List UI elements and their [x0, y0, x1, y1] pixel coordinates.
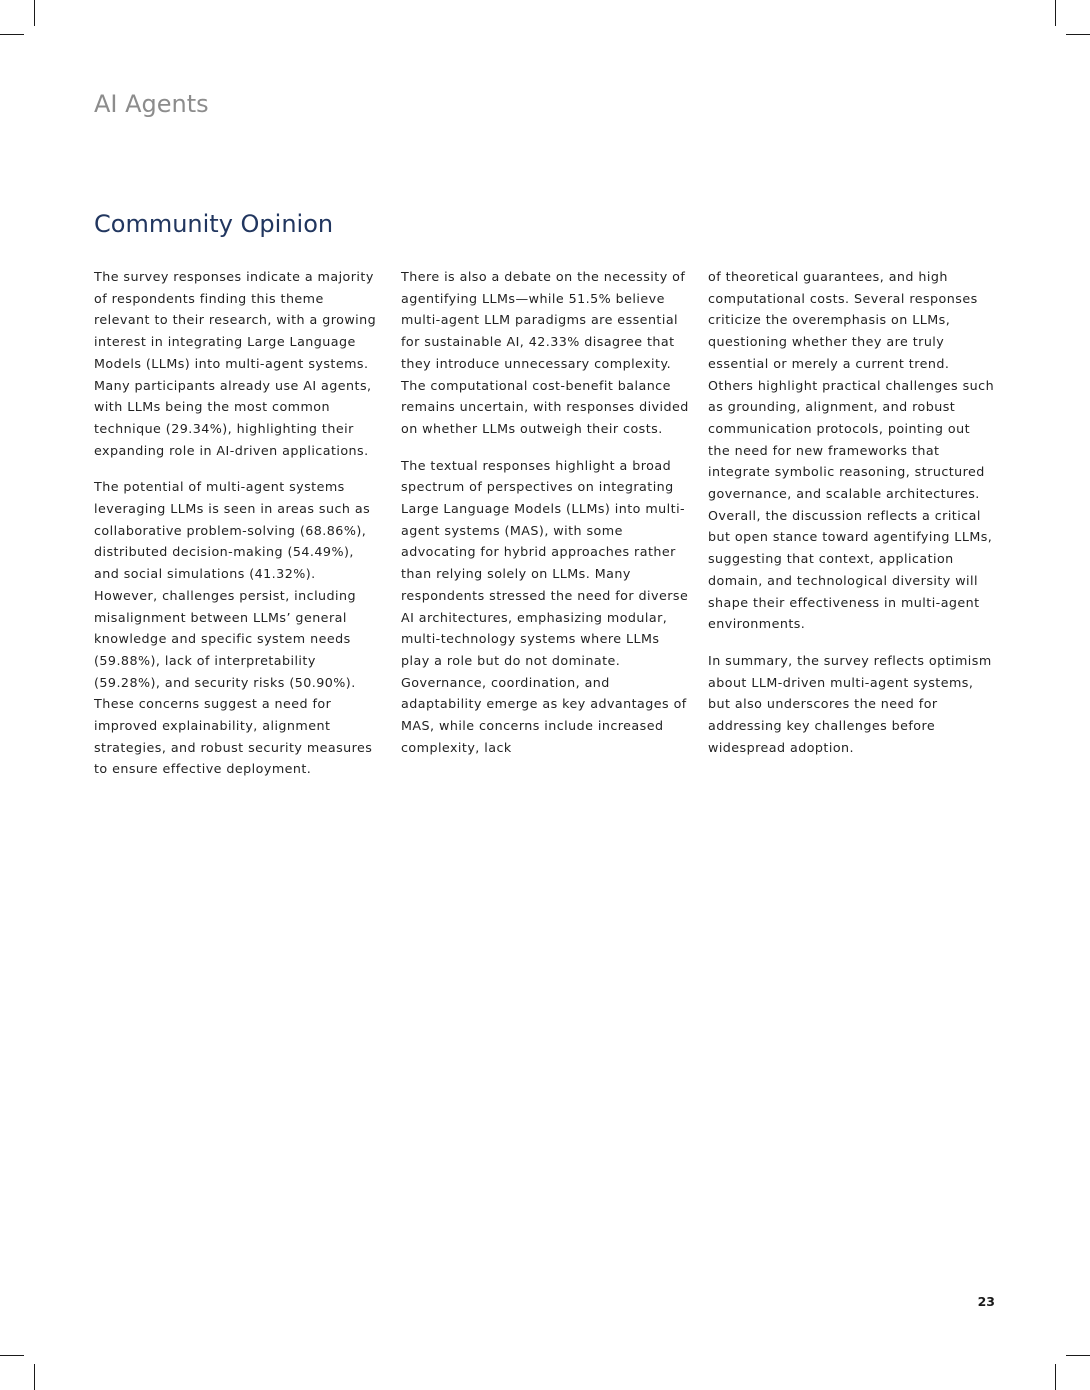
- text-column-1: [94, 266, 382, 795]
- crop-mark: [0, 34, 24, 35]
- text-column-3: [708, 266, 996, 773]
- crop-mark: [34, 0, 35, 26]
- crop-mark: [1055, 0, 1056, 26]
- crop-mark: [34, 1364, 35, 1390]
- crop-mark: [0, 1355, 24, 1356]
- paragraph: of theoretical guarantees, and high computational costs. Several responses criticize the overemphasis on LLMs, questioning whether they are truly essential or merely a current trend. Others highlight practical challenges such as grounding, alignment, and robust communication protocols, pointing out the need for new frameworks that integrate symbolic reasoning, structured governance, and scalable architectures. Overall, the discussion reflects a critical but open stance toward agentifying LLMs, suggesting that context, application domain, and technological diversity will shape their effectiveness in multi-agent environments.: [708, 269, 995, 632]
- crop-mark: [1055, 1364, 1056, 1390]
- crop-mark: [1066, 34, 1090, 35]
- paragraph: There is also a debate on the necessity of agentifying LLMs—while 51.5% believe multi-agent LLM paradigms are essential for sustainable AI, 42.33% disagree that they introduce unnecessary complexity. The computational cost-benefit balance remains uncertain, with responses divided on whether LLMs outweigh their costs.: [401, 269, 689, 436]
- page-number: 23: [977, 1294, 995, 1309]
- section-label: AI Agents: [94, 90, 209, 118]
- crop-mark: [1066, 1355, 1090, 1356]
- text-column-2: [401, 266, 689, 773]
- page-heading: Community Opinion: [94, 210, 334, 238]
- paragraph: The potential of multi-agent systems leveraging LLMs is seen in areas such as collaborative problem-solving (68.86%), distributed decision-making (54.49%), and social simulations (41.32%). However, challenges persist, including misalignment between LLMs’ general knowledge and specific system needs (59.88%), lack of interpretability (59.28%), and security risks (50.90%). These concerns suggest a need for improved explainability, alignment strategies, and robust security measures to ensure effective deployment.: [94, 479, 373, 777]
- paragraph: In summary, the survey reflects optimism about LLM-driven multi-agent systems, but also underscores the need for addressing key challenges before widespread adoption.: [708, 652, 992, 755]
- paragraph: The survey responses indicate a majority of respondents finding this theme relevant to their research, with a growing interest in integrating Large Language Models (LLMs) into multi-agent systems. Many participants already use AI agents, with LLMs being the most common technique (29.34%), highlighting their expanding role in AI-driven applications.: [94, 269, 377, 458]
- paragraph: The textual responses highlight a broad spectrum of perspectives on integrating Large Language Models (LLMs) into multi-agent systems (MAS), with some advocating for hybrid approaches rather than relying solely on LLMs. Many respondents stressed the need for diverse AI architectures, emphasizing modular, multi-technology systems where LLMs play a role but do not dominate. Governance, coordination, and adaptability emerge as key advantages of MAS, while concerns include increased complexity, lack: [401, 457, 689, 755]
